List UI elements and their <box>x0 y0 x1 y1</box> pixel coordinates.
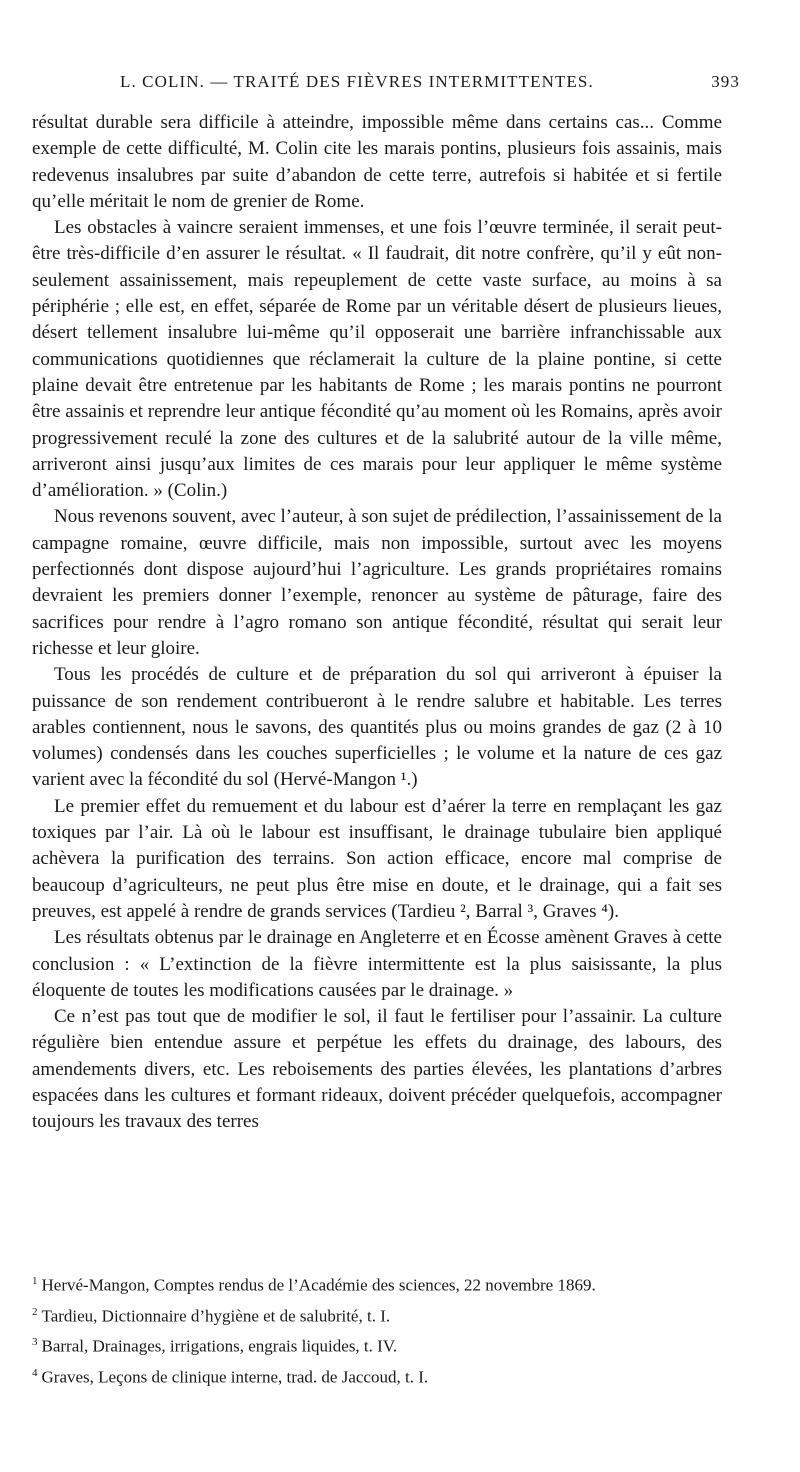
running-header <box>120 72 740 92</box>
paragraph-7: Ce n’est pas tout que de modifier le sol, il faut le fertiliser pour l’assainir. La culture régulière bien entendue assure et perpétue les effets du drainage, des labours, des amendements divers, etc. Les reboisements des parties élevées, les plantations d’arbres espacées dans les cultures et formant rideaux, doivent précéder quelquefois, accompagner toujours les travaux des terres <box>32 1006 722 1133</box>
footnote-text: Barral, Drainages, irrigations, engrais liquides, t. IV. <box>41 1336 398 1356</box>
footnote <box>32 1360 722 1391</box>
footnote-number: 2 <box>32 1305 38 1318</box>
footnote <box>32 1268 722 1299</box>
paragraph-4: Tous les procédés de culture et de préparation du sol qui arriveront à épuiser la puissance de son rendement contribueront à le rendre salubre et habitable. Les terres arables contiennent, nous le savons, des quantités plus ou moins grandes de gaz (2 à 10 volumes) condensés dans les couches superficielles ; le volume et la nature de ces gaz varient avec la fécondité du sol (Hervé-Mangon ¹.) <box>32 664 722 791</box>
paragraph-5: Le premier effet du remuement et du labour est d’aérer la terre en remplaçant les gaz toxiques par l’air. Là où le labour est insuffisant, le drainage tubulaire bien appliqué achèvera la purification des terrains. Son action efficace, encore mal comprise de beaucoup d’agriculteurs, ne peut plus être mise en doute, et le drainage, qui a fait ses preuves, est appelé à rendre de grands services (Tardieu ², Barral ³, Graves ⁴). <box>32 795 722 922</box>
footnote-number: 3 <box>32 1336 38 1349</box>
footnotes <box>32 1268 722 1391</box>
page-number: 393 <box>711 72 740 91</box>
paragraph-6: Les résultats obtenus par le drainage en Angleterre et en Écosse amènent Graves à cette conclusion : « L’extinction de la fièvre intermittente est la plus saisissante, la plus éloquente de toutes les modifications causées par le drainage. » <box>32 927 722 1001</box>
footnote-text: Tardieu, Dictionnaire d’hygiène et de salubrité, t. I. <box>41 1306 391 1326</box>
footnote-text: Hervé-Mangon, Comptes rendus de l’Académie des sciences, 22 novembre 1869. <box>41 1275 596 1295</box>
footnote-number: 1 <box>32 1275 38 1287</box>
footnote-text: Graves, Leçons de clinique interne, trad. de Jaccoud, t. I. <box>41 1367 429 1387</box>
paragraph-3: Nous revenons souvent, avec l’auteur, à son sujet de prédilection, l’assainissement de la campagne romaine, œuvre difficile, mais non impossible, surtout avec les moyens perfectionnés dont dispose aujourd’hui l’agriculture. Les grands propriétaires romains devraient les premiers donner l’exemple, renoncer au système de pâturage, faire des sacrifices pour rendre à l’agro romano son antique fécondité, résultat qui serait leur richesse et leur gloire. <box>32 506 722 659</box>
body-text <box>32 110 722 1136</box>
running-header-title: L. COLIN. — TRAITÉ DES FIÈVRES INTERMITTENTES. <box>120 72 594 91</box>
footnote-number: 4 <box>32 1366 38 1379</box>
paragraph-2: Les obstacles à vaincre seraient immenses, et une fois l’œuvre terminée, il serait peut-être très-difficile d’en assurer le résultat. « Il faudrait, dit notre confrère, qu’il y eût non-seulement assainissement, mais repeuplement de cette vaste surface, au moins à sa périphérie ; elle est, en effet, séparée de Rome par un véritable désert de plusieurs lieues, désert tellement insalubre lui-même qu’il opposerait une barrière infranchissable aux communications quotidiennes que réclamerait la culture de la plaine pontine, si cette plaine devait être entretenue par les habitants de Rome ; les marais pontins ne pourront être assainis et reprendre leur antique fécondité qu’au moment où les Romains, après avoir progressivement reculé la zone des cultures et de la salubrité autour de la ville même, arriveront ainsi jusqu’aux limites de ces marais pour leur appliquer le même système d’amélioration. » (Colin.) <box>32 217 722 502</box>
footnote <box>32 1299 722 1330</box>
paragraph-1: résultat durable sera difficile à atteindre, impossible même dans certains cas... Comme exemple de cette difficulté, M. Colin cite les marais pontins, plusieurs fois assainis, mais redevenus insalubres par suite d’abandon de cette terre, autrefois si habitée et si fertile qu’elle méritait le nom de grenier de Rome. <box>32 112 722 212</box>
footnote <box>32 1329 722 1360</box>
